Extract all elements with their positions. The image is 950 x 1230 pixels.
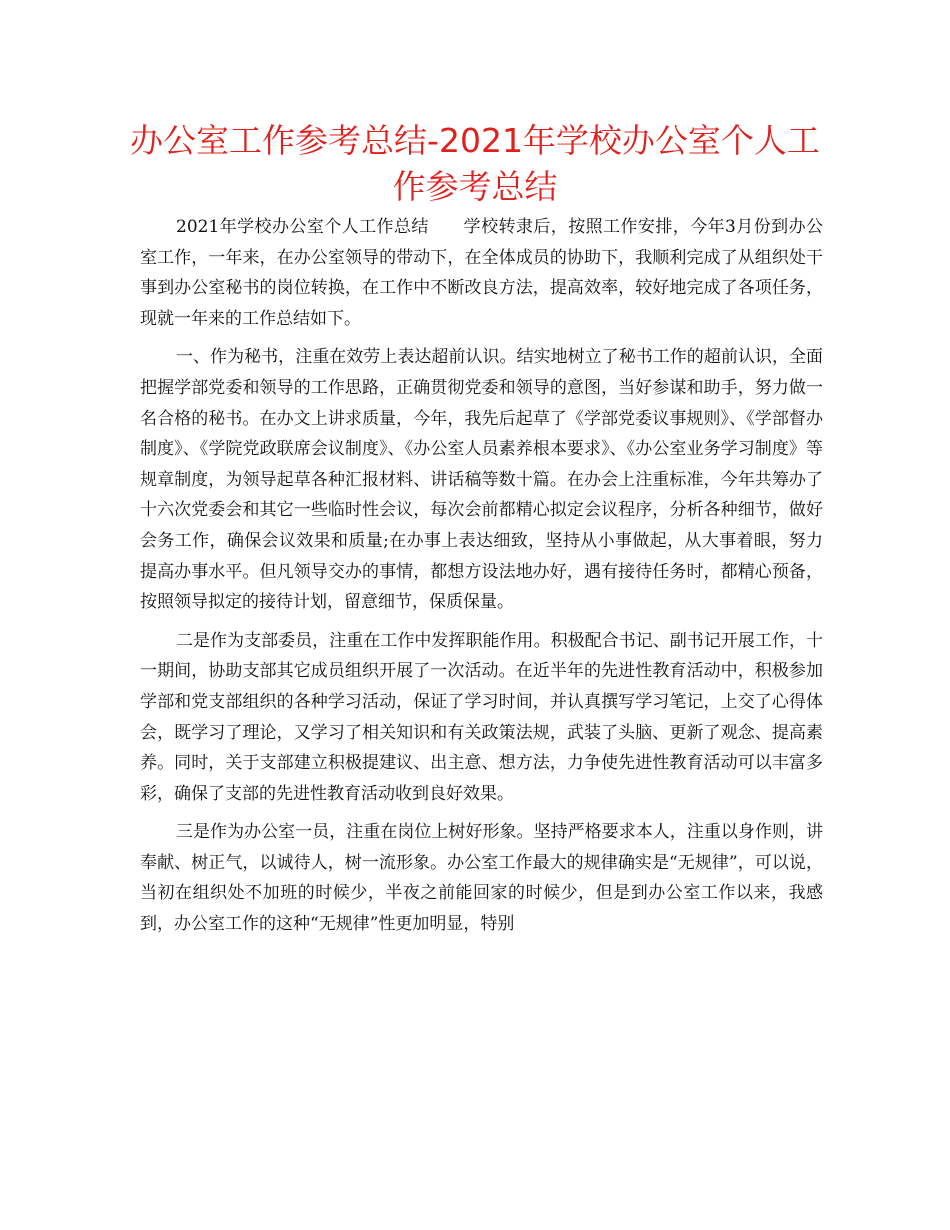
- paragraph-secretary: 一、作为秘书，注重在效劳上表达超前认识。结实地树立了秘书工作的超前认识，全面把握学部党委和领导的工作思路，正确贯彻党委和领导的意图，当好参谋和助手，努力做一名合格的秘书。在办文上讲求质量，今年，我先后起草了《学部党委议事规则》、《学部督办制度》、《学院党政联席会议制度》、《办公室人员素养根本要求》、《办公室业务学习制度》等规章制度，为领导起草各种汇报材料、讲话稿等数十篇。在办会上注重标准，今年共筹办了十六次党委会和其它一些临时性会议，每次会前都精心拟定会议程序，分析各种细节，做好会务工作，确保会议效果和质量;在办事上表达细致，坚持从小事做起，从大事着眼，努力提高办事水平。但凡领导交办的事情，都想方设法地办好，遇有接待任务时，都精心预备，按照领导拟定的接待计划，留意细节，保质保量。: [140, 347, 823, 613]
- document-body: [140, 212, 823, 948]
- document-title: 办公室工作参考总结-2021年学校办公室个人工作参考总结: [130, 121, 820, 206]
- paragraph-intro: 2021年学校办公室个人工作总结 学校转隶后，按照工作安排，今年3月份到办公室工作，一年来，在办公室领导的带动下，在全体成员的协助下，我顺利完成了从组织处干事到办公室秘书的岗位转换，在工作中不断改良方法，提高效率，较好地完成了各项任务，现就一年来的工作总结如下。: [140, 217, 823, 329]
- paragraph-office-member: 三是作为办公室一员，注重在岗位上树好形象。坚持严格要求本人，注重以身作则，讲奉献、树正气，以诚待人，树一流形象。办公室工作最大的规律确实是“无规律”，可以说，当初在组织处不加班的时候少，半夜之前能回家的时候少，但是到办公室工作以来，我感到，办公室工作的这种“无规律”性更加明显，特别: [140, 822, 823, 935]
- paragraph-branch-committee: 二是作为支部委员，注重在工作中发挥职能作用。积极配合书记、副书记开展工作，十一期间，协助支部其它成员组织开展了一次活动。在近半年的先进性教育活动中，积极参加学部和党支部组织的各种学习活动，保证了学习时间，并认真撰写学习笔记，上交了心得体会，既学习了理论，又学习了相关知识和有关政策法规，武装了头脑、更新了观念、提高素养。同时，关于支部建立积极提建议、出主意、想方法，力争使先进性教育活动可以丰富多彩，确保了支部的先进性教育活动收到良好效果。: [140, 630, 823, 804]
